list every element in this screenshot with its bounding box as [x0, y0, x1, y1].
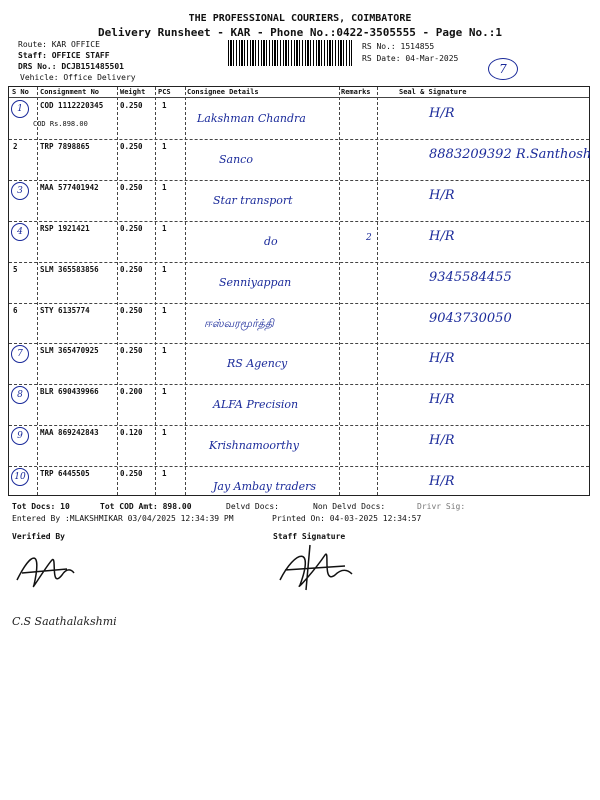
barcode: [228, 40, 352, 66]
row-seal-signature: H/R: [429, 433, 455, 449]
row-consignee: Jay Ambay traders: [213, 480, 317, 494]
document-title: THE PROFESSIONAL COURIERS, COIMBATORE: [188, 13, 412, 24]
row-pcs: 1: [162, 428, 167, 438]
row-pcs: 1: [162, 264, 167, 274]
row-seal-signature: H/R: [429, 392, 455, 408]
row-cod-amount: COD Rs.898.00: [33, 120, 88, 128]
row-seal-signature: H/R: [429, 106, 455, 121]
page-mark: 7: [488, 58, 518, 80]
row-sno: 3: [11, 182, 29, 200]
row-consignee: Krishnamoorthy: [209, 439, 300, 453]
total-docs: Tot Docs: 10: [12, 502, 70, 511]
row-pcs: 1: [162, 182, 167, 192]
verifier-handwritten-name: C.S Saathalakshmi: [12, 615, 117, 628]
row-consignment: TRP 6445505: [40, 469, 90, 479]
row-sno: 4: [11, 223, 29, 241]
staff-signature-label: Staff Signature: [273, 532, 346, 541]
col-remarks: Remarks: [341, 88, 371, 96]
row-consignment: MAA 869242843: [40, 428, 99, 438]
verified-by-label: Verified By: [12, 532, 65, 541]
row-weight: 0.250: [120, 182, 143, 192]
row-sno: 10: [11, 468, 29, 486]
row-consignee: do: [264, 234, 278, 248]
row-weight: 0.250: [120, 346, 143, 356]
row-weight: 0.250: [120, 305, 143, 315]
staff: Staff: OFFICE STAFF: [18, 51, 110, 60]
row-consignment: SLM 365470925: [40, 346, 99, 356]
row-consignee: RS Agency: [227, 357, 288, 371]
row-pcs: 1: [162, 469, 167, 479]
row-weight: 0.250: [120, 469, 143, 479]
driver-signature-label: Drivr Sig:: [417, 502, 466, 511]
row-consignment: MAA 577401942: [40, 182, 99, 192]
row-seal-signature: 9345584455: [429, 269, 512, 285]
rs-number: RS No.: 1514855: [362, 42, 435, 51]
row-pcs: 1: [162, 141, 167, 151]
row-consignee: ALFA Precision: [213, 398, 299, 412]
remark-mark: 2: [366, 233, 372, 243]
row-consignment: BLR 690439966: [40, 387, 99, 397]
row-sno: 7: [11, 345, 29, 363]
row-sno: 6: [13, 305, 18, 315]
row-consignment: STY 6135774: [40, 305, 90, 315]
row-sno: 2: [13, 141, 18, 151]
col-pcs: PCS: [158, 88, 171, 96]
col-seal: Seal & Signature: [399, 88, 467, 96]
verified-signature: [12, 545, 92, 595]
total-cod: Tot COD Amt: 898.00: [100, 502, 192, 511]
printed-on: Printed On: 04-03-2025 12:34:57: [272, 514, 422, 523]
row-seal-signature: H/R: [429, 187, 455, 203]
vehicle: Vehicle: Office Delivery: [20, 73, 136, 82]
rs-date: RS Date: 04-Mar-2025: [362, 54, 459, 63]
row-sno: 1: [11, 100, 29, 118]
col-weight: Weight: [120, 88, 146, 96]
row-consignee: Star transport: [213, 193, 293, 207]
row-seal-signature: 8883209392 R.Santhosh: [429, 146, 592, 162]
row-pcs: 1: [162, 346, 167, 356]
row-pcs: 1: [162, 223, 167, 233]
non-delivered-docs: Non Delvd Docs:: [313, 502, 386, 511]
row-consignee: Sanco: [219, 152, 253, 166]
row-weight: 0.250: [120, 264, 143, 274]
row-weight: 0.200: [120, 387, 143, 397]
row-pcs: 1: [162, 387, 167, 397]
row-seal-signature: H/R: [429, 228, 455, 244]
col-sno: S No: [12, 88, 29, 96]
row-pcs: 1: [162, 305, 167, 315]
row-sno: 5: [13, 264, 18, 274]
row-weight: 0.120: [120, 428, 143, 438]
row-seal-signature: H/R: [429, 351, 455, 367]
row-seal-signature: 9043730050: [429, 310, 512, 326]
staff-signature: [270, 540, 370, 595]
row-sno: 8: [11, 386, 29, 404]
col-consignment: Consignment No: [40, 88, 100, 96]
document-subtitle: Delivery Runsheet - KAR - Phone No.:0422-3505555 - Page No.:1: [98, 26, 502, 39]
row-pcs: 1: [162, 101, 167, 110]
runsheet-table: [8, 86, 590, 496]
entered-by: Entered By :MLAKSHMIKAR 03/04/2025 12:34:39 PM: [12, 514, 234, 523]
row-consignment: TRP 7898865: [40, 141, 90, 151]
row-seal-signature: H/R: [429, 474, 455, 490]
row-consignee: Lakshman Chandra: [197, 112, 306, 125]
row-weight: 0.250: [120, 101, 143, 110]
delivered-docs: Delvd Docs:: [226, 502, 279, 511]
route: Route: KAR OFFICE: [18, 40, 100, 49]
row-consignment: RSP 1921421: [40, 223, 90, 233]
drs-number: DRS No.: DCJB151485501: [18, 62, 124, 71]
row-consignee: Senniyappan: [219, 275, 292, 289]
row-weight: 0.250: [120, 223, 143, 233]
col-consignee: Consignee Details: [187, 88, 259, 96]
row-sno: 9: [11, 427, 29, 445]
row-consignee: ஈஸ்வரமூர்த்தி: [204, 316, 274, 330]
row-consignment: SLM 365583856: [40, 264, 99, 274]
row-weight: 0.250: [120, 141, 143, 151]
row-consignment: COD 1112220345: [40, 101, 104, 110]
